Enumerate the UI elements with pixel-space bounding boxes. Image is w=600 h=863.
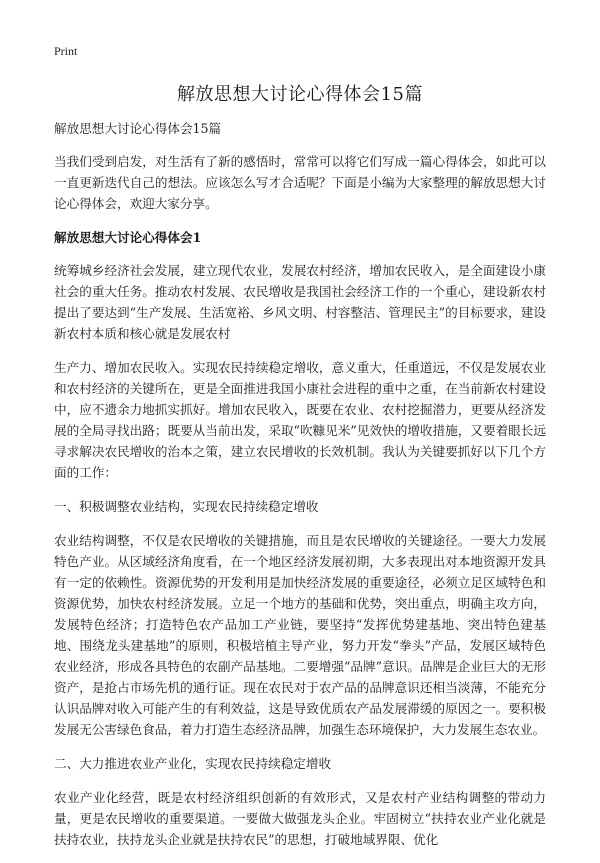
section-heading: 解放思想大讨论心得体会1	[54, 230, 202, 245]
print-link[interactable]: Print	[54, 44, 78, 58]
subsection-heading: 二、大力推进农业产业化，实现农民持续稳定增收	[54, 756, 332, 771]
article-body	[54, 118, 546, 863]
page-title: 解放思想大讨论心得体会15篇	[177, 84, 423, 105]
body-paragraph: 生产力、增加农民收入。实现农民持续稳定增收，意义重大，任重道远，不仅是发展农业和农村经济的关键所在，更是全面推进我国小康社会进程的重中之重，在当前新农村建设中，应不遗余力地抓实抓好。增加农民收入，既要在农业、农村挖掘潜力，更要从经济发展的全局寻找出路；既要从当前出发，采取“吹糠见米”见效快的增收措施，又要着眼长远寻求解决农民增收的治本之策，建立农民增收的长效机制。我认为关键要抓好以下几个方面的工作：	[54, 360, 546, 480]
body-paragraph: 农业结构调整，不仅是农民增收的关键措施，而且是农民增收的关键途径。一要大力发展特色产业。从区域经济角度看，在一个地区经济发展初期，大多表现出对本地资源开发具有一定的依赖性。资源优势的开发利用是加快经济发展的重要途径，必须立足区域特色和资源优势，加快农村经济发展。立足一个地方的基础和优势，突出重点，明确主攻方向，发展特色经济；打造特色农产品加工产业链，要坚持“发挥优势建基地、突出特色建基地、围绕龙头建基地”的原则，积极培植主导产业，努力开发“拳头”产品，发展区域特色农业经济，形成各具特色的农副产品基地。二要增强“品牌”意识。品牌是企业巨大的无形资产，是抢占市场先机的通行证。现在农民对于农产品的品牌意识还相当淡薄，不能充分认识品牌对收入可能产生的有利效益，这是导致优质农产品发展滞缓的原因之一。要积极发展无公害绿色食品，着力打造生态经济品牌，加强生态环境保护，大力发展生态农业。	[54, 533, 546, 737]
article-subtitle: 解放思想大讨论心得体会15篇	[54, 121, 222, 136]
body-paragraph: 农业产业化经营，既是农村经济组织创新的有效形式，又是农村产业结构调整的带动力量，更是农民增收的重要渠道。一要做大做强龙头企业。牢固树立“扶持农业产业化就是扶持农业，扶持龙头企业就是扶持农民”的思想，打破地域界限、优化	[54, 790, 546, 847]
subsection-heading: 一、积极调整农业结构，实现农民持续稳定增收	[54, 499, 319, 514]
intro-paragraph: 当我们受到启发，对生活有了新的感悟时，常常可以将它们写成一篇心得体会，如此可以一直更新迭代自己的想法。应该怎么写才合适呢？下面是小编为大家整理的解放思想大讨论心得体会，欢迎大家分享。	[54, 154, 546, 211]
body-paragraph: 统筹城乡经济社会发展，建立现代农业，发展农村经济，增加农民收入，是全面建设小康社会的重大任务。推动农村发展、农民增收是我国社会经济工作的一个重心，建设新农村提出了要达到“生产发展、生活宽裕、乡风文明、村容整洁、管理民主”的目标要求，建设新农村本质和核心就是发展农村	[54, 263, 546, 341]
